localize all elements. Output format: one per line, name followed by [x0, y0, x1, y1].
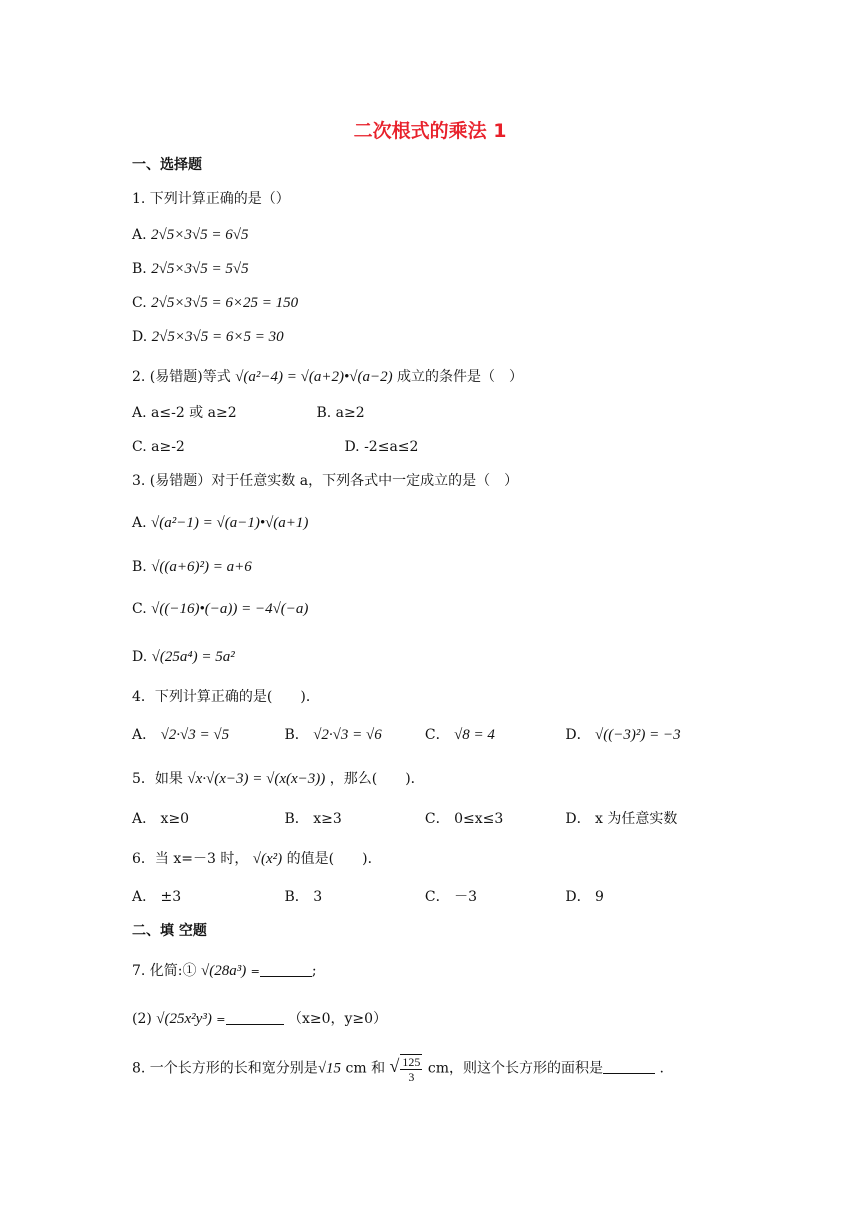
q1-b-expression: 2√5×3√5 = 5√5	[151, 261, 249, 277]
q2-option-a: A. a≤-2 或 a≥2	[132, 405, 237, 421]
option-label: D.	[132, 329, 148, 345]
answer-blank[interactable]	[603, 1059, 655, 1074]
q3-b-expression: √((a+6)²) = a+6	[151, 559, 252, 575]
q4-b-expression: √2·√3 = √6	[313, 727, 382, 743]
q3-stem: 3. (易错题）对于任意实数 a，下列各式中一定成立的是（ ）	[132, 473, 519, 489]
q1-option-a	[132, 224, 800, 246]
q5-options	[132, 808, 800, 830]
q7-condition: （x≥0，y≥0）	[287, 1011, 388, 1027]
q1-option-d	[132, 326, 800, 348]
q4-option-c	[425, 724, 561, 746]
q5-stem-expression: √x·√(x−3) = √(x(x−3))	[187, 771, 326, 787]
q4-option-a	[132, 724, 280, 746]
option-label: A.	[132, 227, 147, 243]
option-label: A．	[132, 727, 157, 743]
q2-stem	[132, 366, 800, 388]
q3-a-expression: √(a²−1) = √(a−1)•√(a+1)	[151, 515, 309, 531]
q2-options-row-1	[132, 402, 800, 424]
q2-stem-expression: √(a²−4) = √(a+2)•√(a−2)	[235, 369, 393, 385]
q1-stem: 1. 下列计算正确的是（）	[132, 191, 290, 207]
q8-width-expression: √ $\frac{125}{3}$	[389, 1055, 421, 1084]
q8-mid: cm 和	[345, 1060, 386, 1077]
q8-stem	[132, 1054, 800, 1084]
q8-end: .	[659, 1060, 664, 1077]
q7-expression-1: √(28a³)	[200, 963, 247, 979]
q1-d-expression: 2√5×3√5 = 6×5 = 30	[151, 329, 284, 345]
option-label: C．	[424, 727, 450, 743]
q5-stem-suffix: ，那么( )．	[329, 771, 425, 787]
q4-option-b	[284, 724, 420, 746]
q1-option-c	[132, 292, 800, 314]
q3-option-d	[132, 646, 800, 668]
q7-prefix-2: (2)	[132, 1011, 152, 1027]
q2-option-d: D. -2≤a≤2	[344, 439, 419, 455]
q7-prefix: 7. 化简:①	[132, 963, 197, 979]
q1-a-expression: 2√5×3√5 = 6√5	[151, 227, 249, 243]
answer-blank[interactable]	[260, 962, 312, 977]
q5-option-d: D． x 为任意实数	[565, 811, 678, 827]
q8-fraction-numerator: 125	[402, 1055, 421, 1069]
q6-option-c: C． －3	[424, 889, 477, 905]
q4-c-expression: √8 = 4	[454, 727, 495, 743]
q4-d-expression: √((−3)²) = −3	[595, 727, 681, 743]
q5-option-c: C． 0≤x≤3	[424, 811, 504, 827]
option-label: B.	[132, 261, 147, 277]
q2-stem-prefix: 2. (易错题)等式	[132, 369, 231, 385]
page-title: 二次根式的乘法 1	[353, 120, 507, 142]
q6-stem-prefix: 6．当 x=－3 时，	[132, 851, 249, 867]
q3-c-expression: √((−16)•(−a)) = −4√(−a)	[151, 601, 309, 617]
q7-part-1: 7. 化简:① √(28a³) = ;	[132, 963, 317, 979]
option-label: B.	[132, 559, 147, 575]
q7-suffix: ;	[311, 963, 317, 979]
option-label: C.	[132, 601, 147, 617]
option-label: B．	[284, 727, 309, 743]
option-label: D．	[565, 727, 591, 743]
q5-option-a: A． x≥0	[132, 811, 190, 827]
q5-stem	[132, 768, 800, 790]
q8-prefix: 8. 一个长方形的长和宽分别是	[132, 1060, 318, 1077]
q6-options	[132, 886, 800, 908]
q4-options	[132, 724, 800, 746]
q2-option-b: B. a≥2	[316, 405, 365, 421]
q3-option-c	[132, 598, 800, 620]
q3-option-a	[132, 512, 800, 534]
q3-option-b	[132, 556, 800, 578]
q3-d-expression: √(25a⁴) = 5a²	[151, 649, 235, 665]
q5-option-b: B． x≥3	[284, 811, 342, 827]
q4-stem: 4．下列计算正确的是( )．	[132, 689, 320, 705]
q4-option-d	[565, 724, 680, 746]
q8-suffix: cm，则这个长方形的面积是	[427, 1060, 603, 1077]
q5-stem-prefix: 5．如果	[132, 771, 183, 787]
q2-options-row-2	[132, 436, 800, 458]
q2-option-c: C. a≥-2	[132, 439, 185, 455]
q6-stem	[132, 848, 800, 870]
option-label: D.	[132, 649, 148, 665]
q1-c-expression: 2√5×3√5 = 6×25 = 150	[151, 295, 299, 311]
q8-length-expression: √15	[317, 1060, 342, 1077]
option-label: C.	[132, 295, 147, 311]
option-label: A.	[132, 515, 147, 531]
q2-stem-suffix: 成立的条件是（ ）	[397, 369, 524, 385]
q7-expression-2: √(25x²y³)	[156, 1011, 212, 1027]
q6-stem-suffix: 的值是( )．	[286, 851, 382, 867]
q8-fraction-denominator: 3	[408, 1070, 415, 1084]
section-heading-choice: 一、选择题	[132, 157, 202, 173]
q4-a-expression: √2·√3 = √5	[160, 727, 230, 743]
q6-option-a: A． ±3	[132, 889, 182, 905]
answer-blank[interactable]	[226, 1010, 284, 1025]
q6-option-b: B． 3	[284, 889, 323, 905]
q6-stem-expression: √(x²)	[252, 851, 283, 867]
q7-part-2: (2) √(25x²y³) = （x≥0，y≥0）	[132, 1011, 388, 1027]
q6-option-d: D． 9	[565, 889, 604, 905]
section-heading-fill: 二、填 空题	[132, 923, 207, 939]
q1-option-b	[132, 258, 800, 280]
